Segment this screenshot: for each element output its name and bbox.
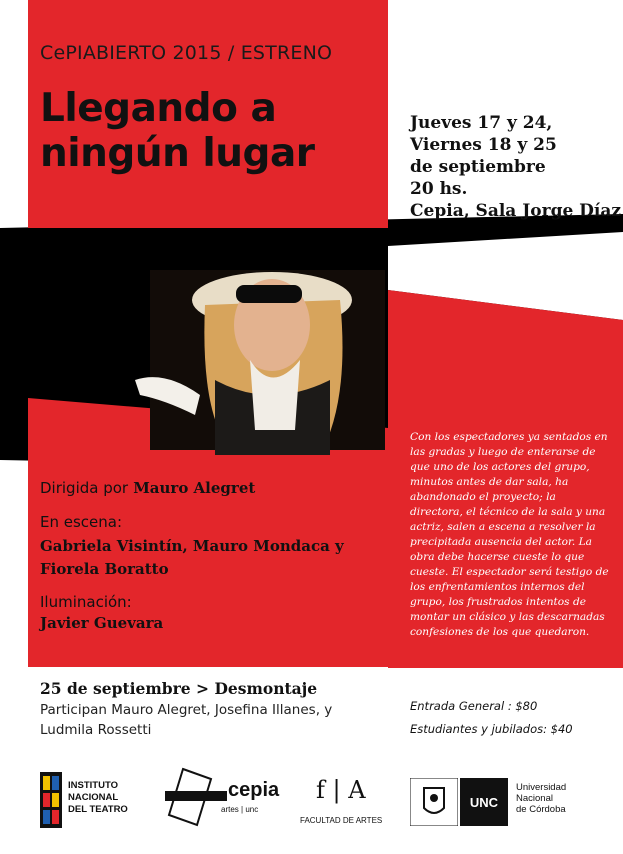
- int-line: NACIONAL: [68, 792, 119, 803]
- unc-line: de Córdoba: [516, 804, 566, 815]
- int-logo: [40, 772, 170, 832]
- unc-line: Nacional: [516, 793, 553, 804]
- synopsis-text: Con los espectadores ya sentados en las gradas y luego de enterarse de que uno de los actores del grupo, minutos antes de dar sala, ha abandonado el proyecto; la directora, el técnico de la sala y una actriz, salen a escena a resolver la precipitada ausencia del actor. La obra debe hacerse cueste lo que cueste. El espectador será testigo de los enfrentamientos internos del grupo, los frustrados intentos de montar un clásico y las descarnadas confesiones de los que quedaron.: [410, 431, 609, 638]
- unc-crest-icon: [410, 778, 458, 826]
- cepia-sub: artes | unc: [221, 805, 259, 814]
- cepia-name: cepia: [228, 779, 280, 801]
- unc-badge: UNC: [460, 778, 508, 826]
- schedule-line: Viernes 18 y 25: [410, 135, 557, 155]
- facultad-artes-logo: [300, 776, 390, 831]
- schedule-block: [410, 112, 621, 222]
- unc-logo: [410, 778, 610, 828]
- festival-label: CePIABIERTO 2015 / ESTRENO: [40, 42, 333, 64]
- desmontaje-title: 25 de septiembre > Desmontaje: [40, 679, 318, 698]
- schedule-line: de septiembre: [410, 157, 546, 177]
- schedule-line: Jueves 17 y 24,: [410, 113, 553, 133]
- play-title: [40, 86, 315, 176]
- unc-name: [516, 782, 566, 815]
- price-reduced: Estudiantes y jubilados: $40: [410, 722, 573, 736]
- venue-line: Cepia, Sala Jorge Díaz: [410, 201, 622, 221]
- lighting-name: Javier Guevara: [40, 614, 164, 632]
- lighting-label: Iluminación:: [40, 593, 132, 611]
- cast-line: Fiorela Boratto: [40, 560, 169, 578]
- int-line: DEL TEATRO: [68, 804, 128, 815]
- schedule-line: 20 hs.: [410, 179, 468, 199]
- cast-line: Gabriela Visintín, Mauro Mondaca y: [40, 537, 344, 555]
- cast-label: En escena:: [40, 513, 123, 531]
- unc-line: Universidad: [516, 782, 567, 793]
- int-emblem-icon: [40, 772, 62, 828]
- director-credit: [40, 478, 255, 497]
- title-line-2: ningún lugar: [40, 131, 315, 176]
- desmontaje-participants: Participan Mauro Alegret, Josefina Illanes, y Ludmila Rossetti: [40, 702, 333, 738]
- director-label: Dirigida por: [40, 479, 129, 497]
- title-line-1: Llegando a: [40, 86, 277, 131]
- cast-names: [40, 535, 344, 581]
- performer-photo: [135, 270, 385, 455]
- cepia-logo: [165, 767, 280, 829]
- price-general: Entrada General : $80: [410, 699, 538, 713]
- int-line: INSTITUTO: [68, 780, 118, 791]
- cepia-sub-unc: unc: [245, 805, 259, 814]
- fa-caption: FACULTAD DE ARTES: [300, 816, 383, 825]
- int-name: [68, 780, 128, 816]
- fa-letters: f | A: [316, 776, 366, 804]
- director-name: Mauro Alegret: [133, 479, 256, 497]
- cepia-sub-artes: artes: [221, 805, 239, 814]
